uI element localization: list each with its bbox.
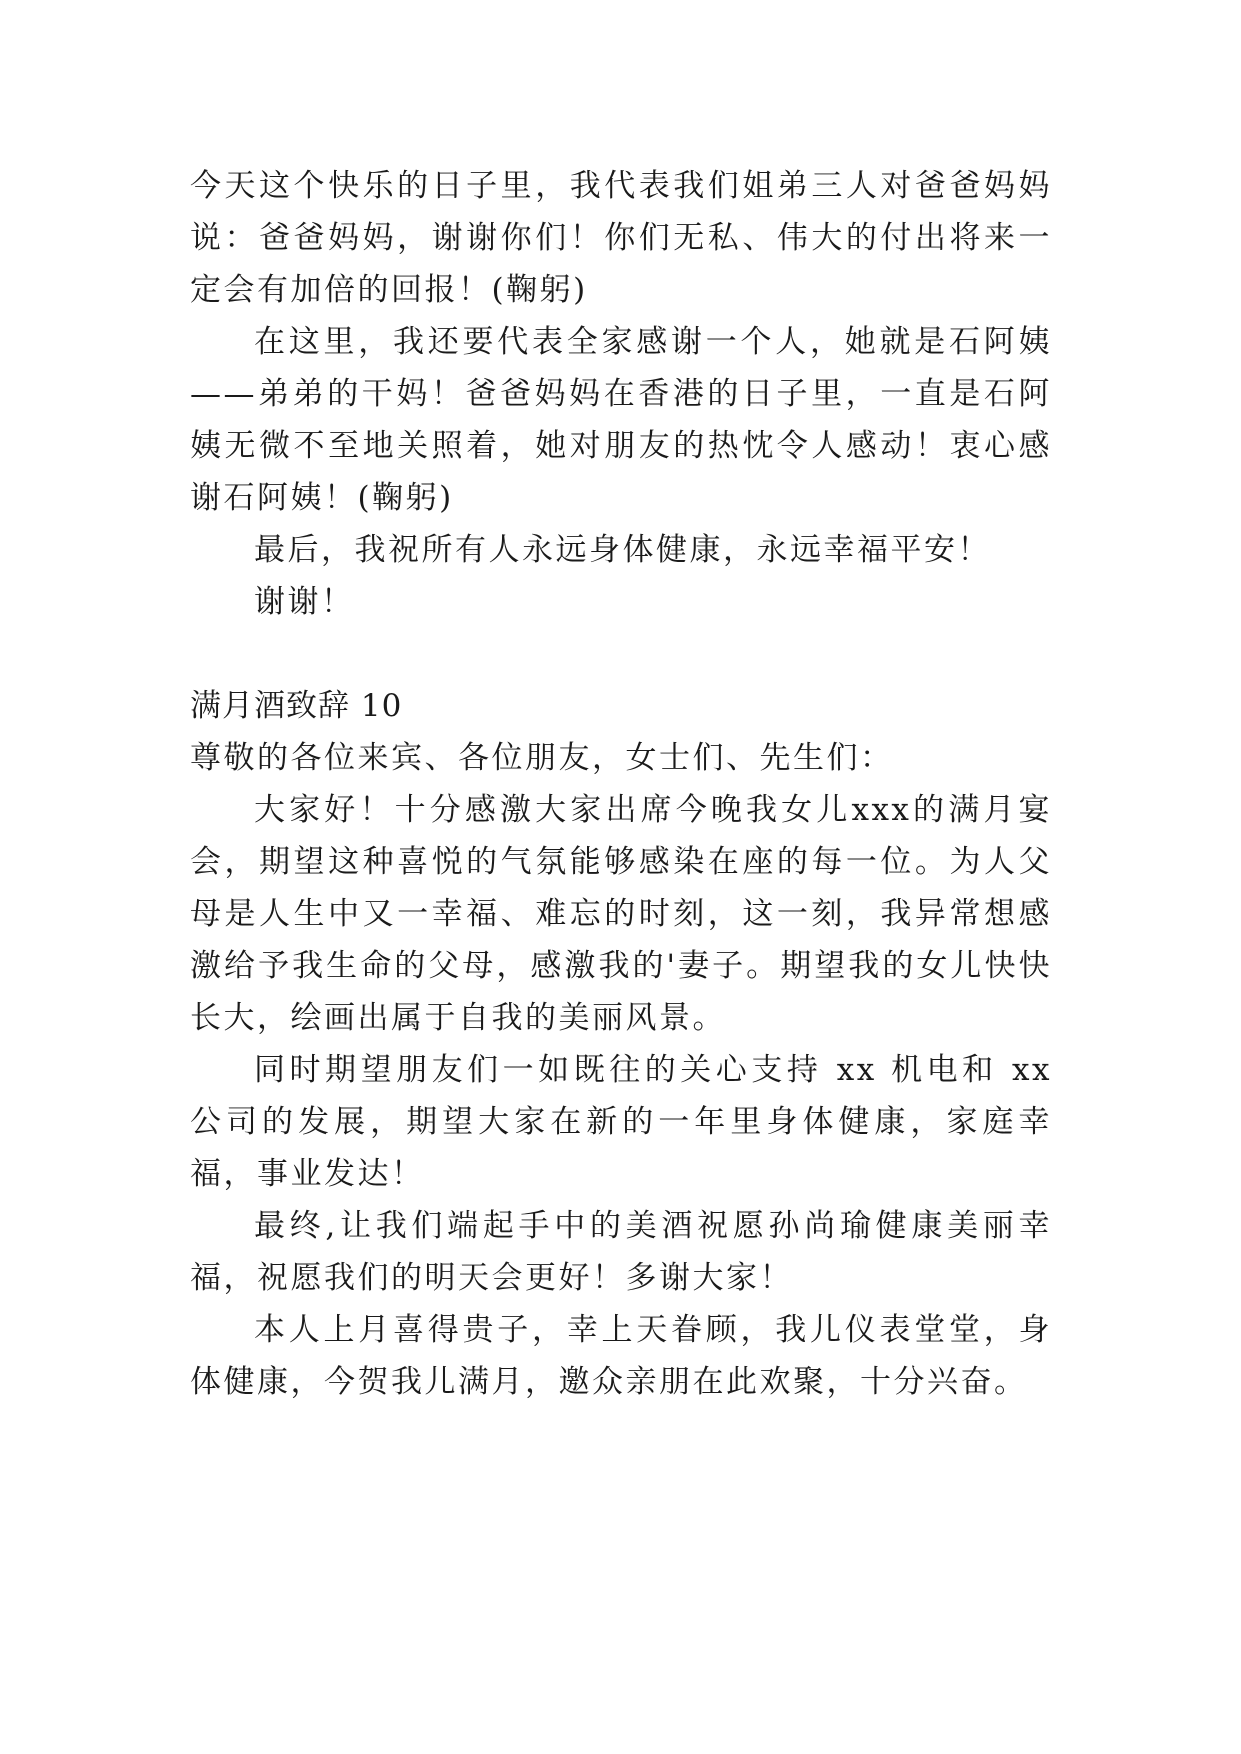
paragraph-greeting: 大家好！十分感激大家出席今晚我女儿xxx的满月宴会，期望这种喜悦的气氛能够感染在座的每一位。为人父母是人生中又一幸福、难忘的时刻，这一刻，我异常想感激给予我生命的父母，感激我的'妻子。期望我的女儿快快长大，绘画出属于自我的美丽风景。 — [190, 792, 1052, 1036]
paragraph-thanks-aunt-shi: 在这里，我还要代表全家感谢一个人，她就是石阿姨——弟弟的干妈！爸爸妈妈在香港的日子里，一直是石阿姨无微不至地关照着，她对朋友的热忱令人感动！衷心感谢石阿姨！(鞠躬) — [190, 324, 1052, 516]
paragraph-toast: 最终,让我们端起手中的美酒祝愿孙尚瑜健康美丽幸福，祝愿我们的明天会更好！多谢大家！ — [190, 1208, 1052, 1296]
paragraph-thank-you: 谢谢！ — [254, 584, 355, 620]
paragraph-company-wishes: 同时期望朋友们一如既往的关心支持 xx 机电和 xx 公司的发展，期望大家在新的一年里身体健康，家庭幸福，事业发达！ — [190, 1052, 1052, 1192]
section-heading: 满月酒致辞 10 — [190, 688, 403, 724]
paragraph-son-full-month: 本人上月喜得贵子，幸上天眷顾，我儿仪表堂堂，身体健康，今贺我儿满月，邀众亲朋在此欢聚，十分兴奋。 — [190, 1312, 1052, 1400]
salutation-line: 尊敬的各位来宾、各位朋友，女士们、先生们： — [190, 740, 894, 776]
paragraph-final-wishes: 最后，我祝所有人永远身体健康，永远幸福平安！ — [254, 532, 991, 568]
section-spacer — [190, 628, 1052, 680]
paragraph-thanks-parents: 今天这个快乐的日子里，我代表我们姐弟三人对爸爸妈妈说：爸爸妈妈，谢谢你们！你们无私、伟大的付出将来一定会有加倍的回报！(鞠躬) — [190, 168, 1052, 308]
document-page — [190, 160, 1052, 1408]
